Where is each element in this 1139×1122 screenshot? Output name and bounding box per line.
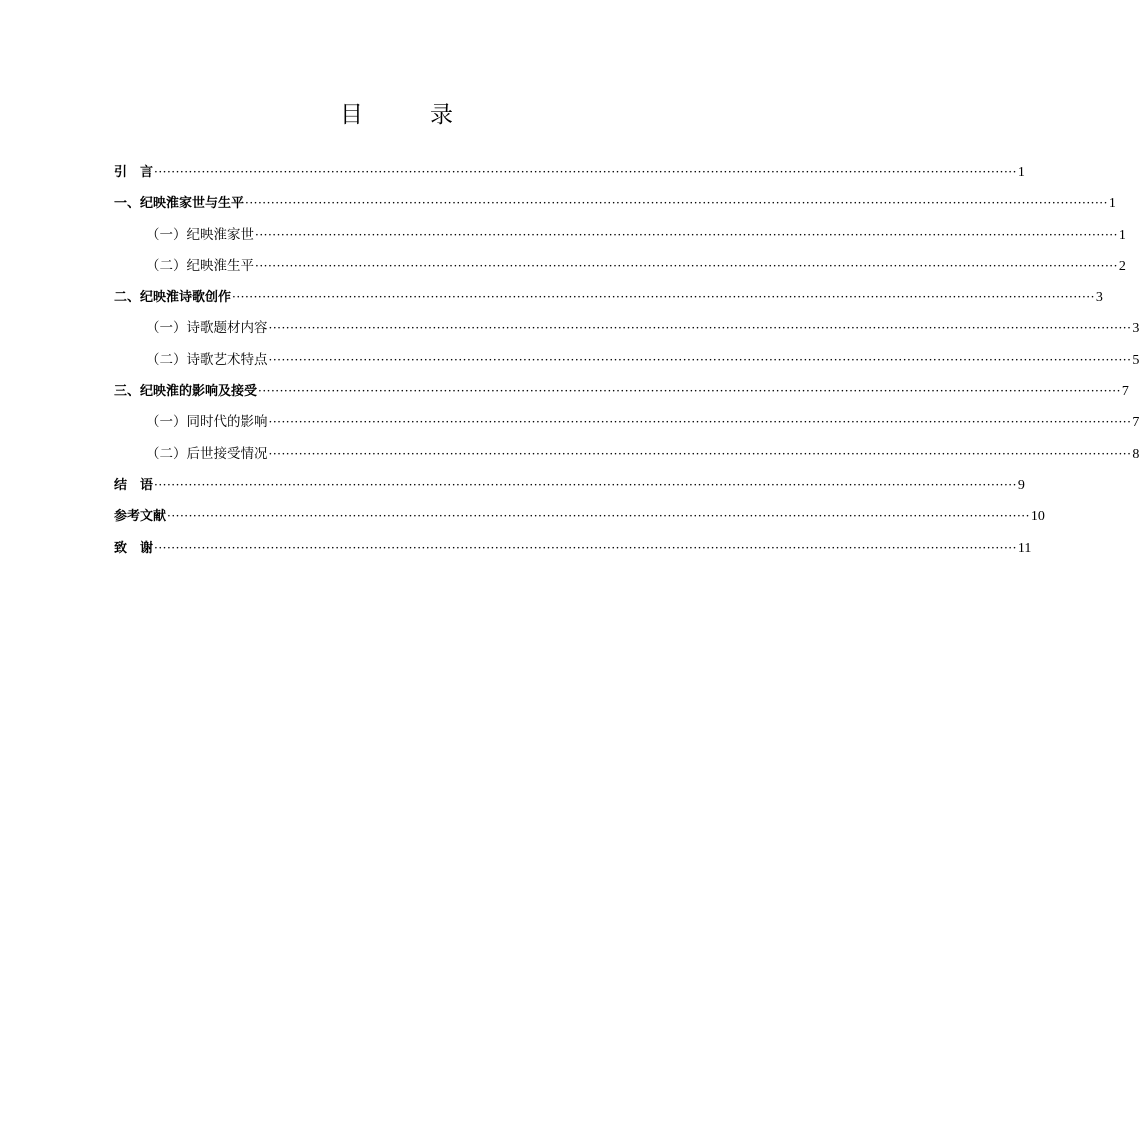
page-title: 目 录 [340,102,475,128]
toc-entry[interactable] [114,376,1129,407]
toc-page-number: 10 [1030,509,1045,525]
toc-page-number: 9 [1017,477,1025,493]
toc-page-number: 7 [1132,415,1139,431]
dot-leader: ········································································································································································································ [268,321,1132,336]
toc-entry-label: 参考文献 [114,509,167,525]
toc-entry-label: 二、纪映淮诗歌创作 [114,290,232,306]
toc-page-number: 8 [1132,446,1139,462]
toc-entry[interactable] [114,157,1025,188]
toc-entry-label: （二）诗歌艺术特点 [146,351,268,368]
toc-entry[interactable] [114,220,1126,251]
toc-entry[interactable] [114,188,1116,219]
toc-page-number: 3 [1132,321,1139,337]
dot-leader: ········································································································································································································ [255,258,1118,273]
dot-leader: ········································································································································································································ [232,290,1095,305]
toc-page-number: 7 [1121,384,1129,400]
toc-entry-label: （一）诗歌题材内容 [146,320,268,337]
toc-entry[interactable] [114,439,1139,470]
toc-page-number: 1 [1118,227,1126,243]
toc-entry-label: （一）同时代的影响 [146,414,268,431]
toc-entry-label: （二）纪映淮生平 [146,257,254,274]
toc-page-number: 11 [1017,540,1032,556]
toc-page-number: 2 [1118,258,1126,274]
dot-leader: ········································································································································································································ [154,165,1017,179]
toc-page-number: 1 [1108,196,1116,212]
dot-leader: ········································································································································································································ [167,509,1030,524]
toc-entry-label: 引 言 [114,165,154,180]
toc-page-number: 5 [1132,352,1139,368]
dot-leader: ········································································································································································································ [268,446,1132,461]
toc-entry[interactable] [114,313,1139,344]
toc-entry[interactable] [114,407,1139,438]
dot-leader: ········································································································································································································ [154,477,1017,492]
dot-leader: ········································································································································································································ [268,415,1132,430]
toc-entry[interactable] [114,282,1103,313]
dot-leader: ········································································································································································································ [245,196,1108,211]
toc-page-number: 1 [1017,165,1025,180]
toc-entry[interactable] [114,251,1126,282]
toc-entry[interactable] [114,533,1032,564]
toc-entry-label: 三、纪映淮的影响及接受 [114,384,258,400]
toc-entry-label: 致 谢 [114,540,154,556]
dot-leader: ········································································································································································································ [255,227,1118,242]
toc-entry-label: （一）纪映淮家世 [146,226,254,243]
toc-page-number: 3 [1095,290,1103,306]
toc-entry-label: （二）后世接受情况 [146,445,268,462]
toc-entry[interactable] [114,501,1045,532]
table-of-contents [114,157,1139,564]
toc-entry-label: 结 语 [114,477,154,493]
dot-leader: ········································································································································································································ [154,540,1017,555]
toc-entry[interactable] [114,470,1025,501]
dot-leader: ········································································································································································································ [268,352,1132,367]
toc-entry[interactable] [114,345,1139,376]
dot-leader: ········································································································································································································ [258,384,1121,399]
toc-entry-label: 一、纪映淮家世与生平 [114,196,245,212]
